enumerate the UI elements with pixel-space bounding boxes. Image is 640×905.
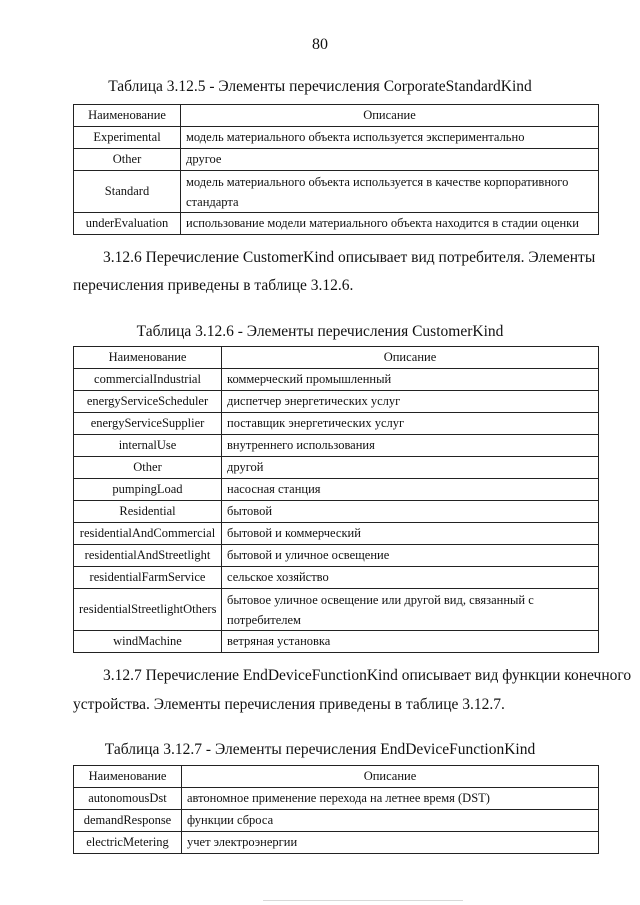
table-row (74, 589, 599, 631)
cell-name: energyServiceScheduler (74, 391, 222, 413)
cell-name: Residential (74, 501, 222, 523)
column-header-name: Наименование (74, 766, 182, 788)
table-3-12-6-caption: Таблица 3.12.6 - Элементы перечисления CustomerKind (136, 323, 504, 340)
table-row (74, 501, 599, 523)
column-header-description: Описание (222, 347, 599, 369)
table-row (74, 631, 599, 653)
cell-name: residentialAndCommercial (74, 523, 222, 545)
cell-description: бытовой (222, 501, 599, 523)
cell-name: Other (74, 457, 222, 479)
table-row (74, 435, 599, 457)
table-row (74, 479, 599, 501)
cell-name: internalUse (74, 435, 222, 457)
column-header-name: Наименование (74, 105, 181, 127)
table-3-12-7-caption: Таблица 3.12.7 - Элементы перечисления EndDeviceFunctionKind (104, 741, 536, 758)
table-3-12-5-caption: Таблица 3.12.5 - Элементы перечисления CorporateStandardKind (108, 78, 532, 95)
cell-description: сельское хозяйство (222, 567, 599, 589)
cell-description: насосная станция (222, 479, 599, 501)
paragraph-3-12-6-line-1: 3.12.6 Перечисление CustomerKind описывает вид потребителя. Элементы (103, 249, 596, 266)
paragraph-3-12-7-line-1: 3.12.7 Перечисление EndDeviceFunctionKind описывает вид функции конечного (103, 667, 632, 684)
cell-name: Experimental (74, 127, 181, 149)
cell-name: commercialIndustrial (74, 369, 222, 391)
table-row (74, 567, 599, 589)
cell-name: electricMetering (74, 832, 182, 854)
table-3-12-7 (73, 765, 599, 854)
paragraph-3-12-6-line-2: перечисления приведены в таблице 3.12.6. (73, 277, 354, 294)
table-row (74, 810, 599, 832)
page-edge-divider (263, 900, 463, 901)
table-row (74, 391, 599, 413)
cell-description: использование модели материального объекта находится в стадии оценки (181, 213, 599, 235)
table-3-12-5 (73, 104, 599, 235)
cell-name: residentialFarmService (74, 567, 222, 589)
table-row (74, 523, 599, 545)
cell-name: residentialAndStreetlight (74, 545, 222, 567)
table-row (74, 788, 599, 810)
cell-name: demandResponse (74, 810, 182, 832)
cell-description: бытовой и коммерческий (222, 523, 599, 545)
cell-description: бытовой и уличное освещение (222, 545, 599, 567)
table-header-row (74, 105, 599, 127)
table-row (74, 832, 599, 854)
cell-description: ветряная установка (222, 631, 599, 653)
cell-description: бытовое уличное освещение или другой вид, связанный с потребителем (222, 589, 599, 631)
table-row (74, 413, 599, 435)
cell-name: Other (74, 149, 181, 171)
table-header-row (74, 766, 599, 788)
cell-description: учет электроэнергии (182, 832, 599, 854)
cell-name: windMachine (74, 631, 222, 653)
cell-name: underEvaluation (74, 213, 181, 235)
cell-name: pumpingLoad (74, 479, 222, 501)
table-row (74, 171, 599, 213)
table-row (74, 213, 599, 235)
column-header-name: Наименование (74, 347, 222, 369)
cell-description: автономное применение перехода на летнее время (DST) (182, 788, 599, 810)
cell-description: другой (222, 457, 599, 479)
cell-description: внутреннего использования (222, 435, 599, 457)
cell-description: другое (181, 149, 599, 171)
cell-description: диспетчер энергетических услуг (222, 391, 599, 413)
table-row (74, 369, 599, 391)
table-row (74, 149, 599, 171)
table-header-row (74, 347, 599, 369)
cell-description: поставщик энергетических услуг (222, 413, 599, 435)
table-row (74, 457, 599, 479)
cell-description: коммерческий промышленный (222, 369, 599, 391)
page-number: 80 (312, 36, 328, 53)
cell-description: функции сброса (182, 810, 599, 832)
cell-description: модель материального объекта используется экспериментально (181, 127, 599, 149)
column-header-description: Описание (182, 766, 599, 788)
paragraph-3-12-7-line-2: устройства. Элементы перечисления приведены в таблице 3.12.7. (73, 696, 505, 713)
column-header-description: Описание (181, 105, 599, 127)
cell-name: energyServiceSupplier (74, 413, 222, 435)
table-3-12-6 (73, 346, 599, 653)
cell-name: residentialStreetlightOthers (74, 589, 222, 631)
cell-name: Standard (74, 171, 181, 213)
table-row (74, 127, 599, 149)
cell-name: autonomousDst (74, 788, 182, 810)
cell-description: модель материального объекта используется в качестве корпоративного стандарта (181, 171, 599, 213)
table-row (74, 545, 599, 567)
